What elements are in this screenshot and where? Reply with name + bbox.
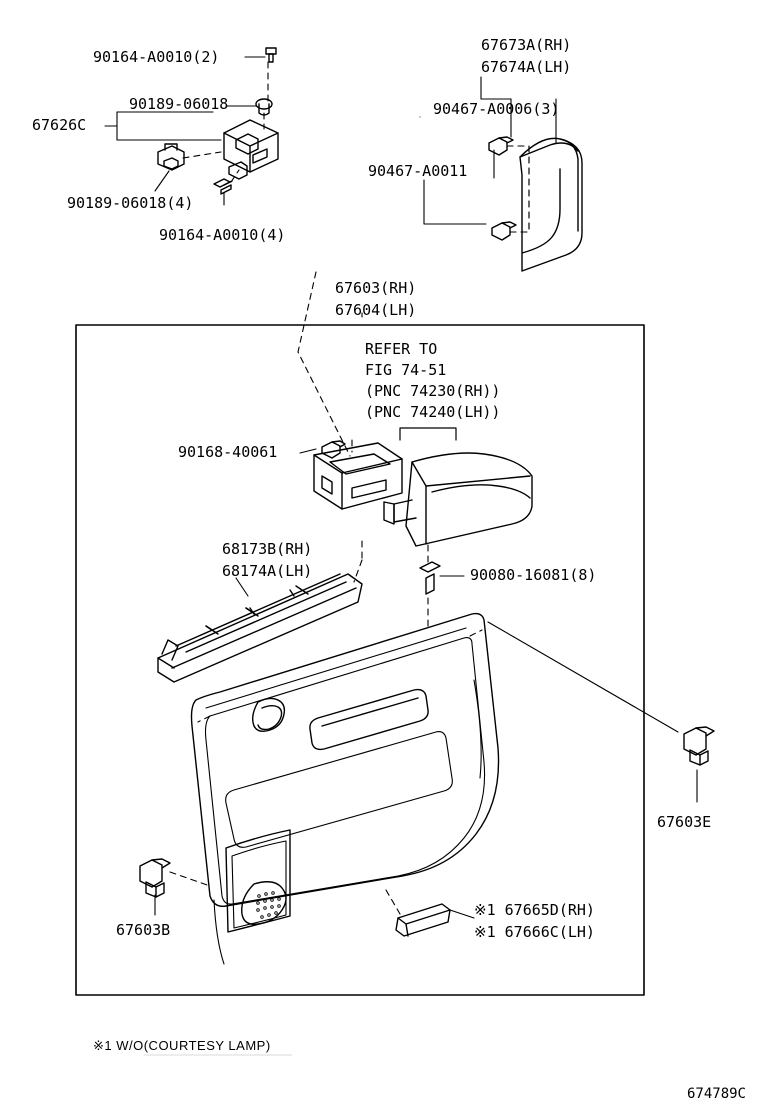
label-90164-a0010-2: 90164-A0010(2) [93,48,220,66]
label-67603-rh: 67603(RH) [335,279,417,297]
label-67674a-lh: 67674A(LH) [481,58,572,76]
label-90080-16081-8: 90080-16081(8) [470,566,597,584]
refer-to-note-line3: (PNC 74230(RH)) [365,382,501,400]
refer-to-note-line2: FIG 74-51 [365,361,447,379]
label-90467-a0006-3: 90467-A0006(3) [433,100,560,118]
label-67604-lh: 67604(LH) [335,301,417,319]
label-67626c: 67626C [32,116,87,134]
refer-to-note-line4: (PNC 74240(LH)) [365,403,501,421]
footnote-courtesy-lamp: ※1 W/O(COURTESY LAMP) [93,1038,271,1053]
label-90168-40061: 90168-40061 [178,443,278,461]
figure-code: 674789C [686,1086,746,1102]
label-67666c-lh: ※1 67666C(LH) [474,923,595,941]
label-68174a-lh: 68174A(LH) [222,562,313,580]
label-90467-a0011: 90467-A0011 [368,162,468,180]
label-67665d-rh: ※1 67665D(RH) [474,901,595,919]
label-67603b: 67603B [116,921,171,939]
label-68173b-rh: 68173B(RH) [222,540,313,558]
refer-to-note-line1: REFER TO [365,340,438,358]
label-90189-06018: 90189-06018 [129,95,229,113]
label-67603e: 67603E [657,813,712,831]
label-90189-06018-4: 90189-06018(4) [67,194,194,212]
label-67673a-rh: 67673A(RH) [481,36,572,54]
label-90164-a0010-4: 90164-A0010(4) [159,226,286,244]
